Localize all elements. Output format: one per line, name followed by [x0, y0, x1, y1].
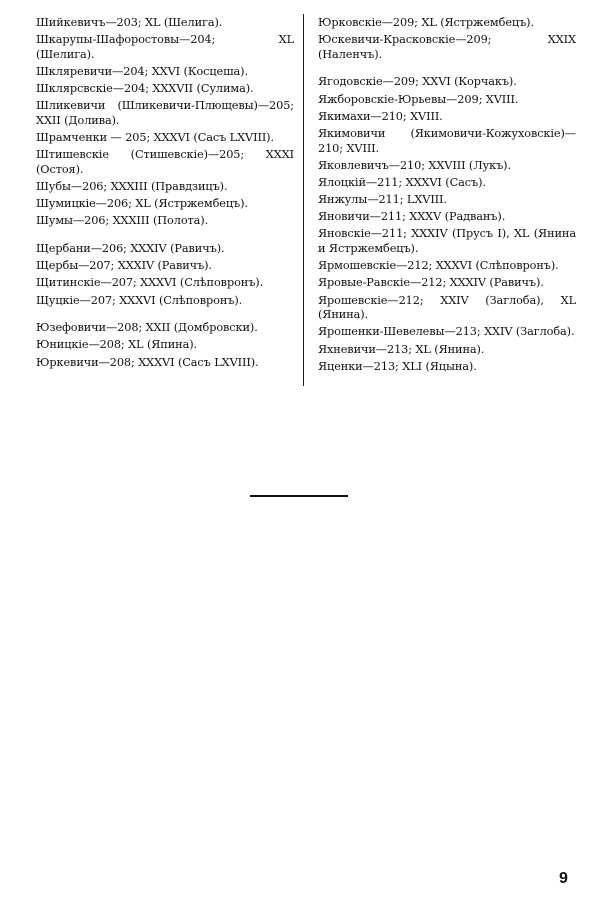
surname-entry: Юркевичи—208; XXXVI (Сасъ LXVIII).: [36, 355, 259, 369]
surname-entry: Яхневичи—213; XL (Янина).: [318, 342, 485, 356]
surname-entry: Щербани—206; XXXIV (Равичъ).: [36, 242, 225, 256]
surname-entry: Шийкевичъ—203; XL (Шелига).: [36, 16, 223, 29]
surname-entry: Яковлевичъ—210; XXVIII (Лукъ).: [318, 158, 511, 172]
surname-entry: Ярошенки-Шевелевы—213; XXIV (Заглоба).: [318, 325, 575, 339]
surname-entry: Ярошевскіе—212; XXIV (Заглоба), XL (Янина).: [318, 293, 576, 322]
page-number: 9: [559, 870, 568, 887]
surname-entry: Щуцкіе—207; XXXVI (Слѣповронъ).: [36, 293, 243, 307]
surname-entry: Шклярсвскіе—204; XXXVII (Сулима).: [36, 82, 254, 96]
surname-entry: Юзефовичи—208; XXII (Домбровски).: [36, 321, 258, 335]
column-divider: [303, 14, 304, 386]
surname-entry: Яновскіе—211; XXXIV (Прусъ I), XL (Янина и Ястржембецъ).: [318, 227, 576, 256]
right-column: [318, 16, 576, 377]
surname-entry: Шкляревичи—204; XXVI (Косцеша).: [36, 64, 248, 78]
surname-entry: Якимовичи (Якимовичи-Кожуховскіе)—210; XVIII.: [318, 126, 576, 155]
surname-entry: Яценки—213; XLI (Яцына).: [318, 359, 477, 373]
surname-entry: Шликевичи (Шликевичи-Плющевы)—205; XXII (Долива).: [36, 99, 294, 127]
surname-entry: Яровые-Равскіе—212; XXXIV (Равичъ).: [318, 276, 544, 290]
surname-entry: Яновичи—211; XXXV (Радванъ).: [318, 210, 506, 224]
surname-entry: Юскевичи-Красковскіе—209; XXIX (Наленчъ).: [318, 33, 576, 61]
surname-entry: Шрамченки — 205; XXXVI (Сасъ LXVIII).: [36, 131, 274, 145]
surname-entry: Ярмошевскіе—212; XXXVI (Слѣповронъ).: [318, 259, 559, 273]
surname-entry: Шубы—206; XXXIII (Правдзицъ).: [36, 180, 228, 194]
surname-entry: Юницкіе—208; XL (Япина).: [36, 338, 198, 352]
surname-entry: Яжборовскіе-Юрьевы—209; XVIII.: [318, 92, 519, 106]
surname-entry: Щербы—207; XXXIV (Равичъ).: [36, 259, 212, 273]
surname-entry: Юрковскіе—209; XL (Ястржембецъ).: [318, 16, 534, 29]
surname-entry: Ягодовскіе—209; XXVI (Корчакъ).: [318, 75, 517, 89]
surname-entry: Якимахи—210; XVIII.: [318, 109, 443, 123]
surname-entry: Янжулы—211; LXVIII.: [318, 193, 447, 207]
surname-entry: Шумы—206; XXXIII (Полота).: [36, 214, 209, 228]
surname-entry: Шкарупы-Шафоростовы—204; XL (Шелига).: [36, 33, 294, 61]
left-column: [36, 16, 294, 373]
surname-entry: Ялоцкій—211; XXXVI (Сасъ).: [318, 175, 486, 189]
surname-entry: Штишевскіе (Стишевскіе)—205; XXXI (Остоя).: [36, 148, 294, 176]
section-end-rule: [250, 495, 348, 497]
surname-entry: Шумицкіе—206; XL (Ястржембецъ).: [36, 197, 248, 211]
surname-entry: Щитинскіе—207; XXXVI (Слѣповронъ).: [36, 276, 264, 290]
